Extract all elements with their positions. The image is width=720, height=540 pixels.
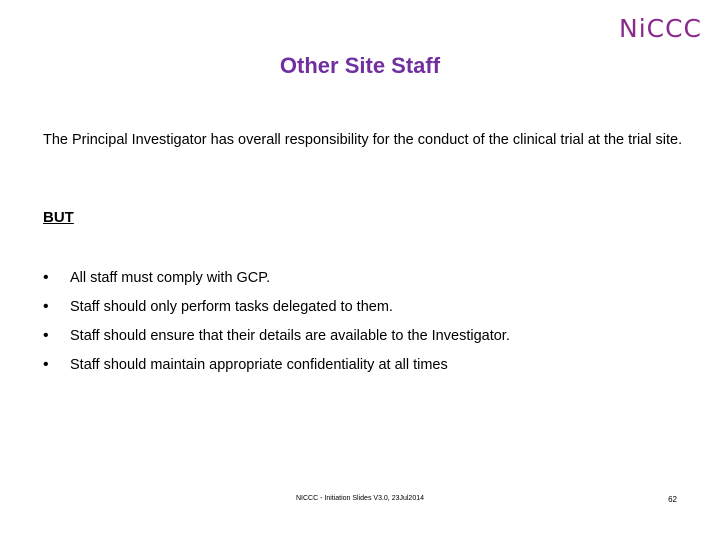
footer-text: NICCC - Initiation Slides V3.0, 23Jul2014 [295, 495, 424, 502]
bullet-icon: • [43, 297, 49, 315]
but-heading: BUT [43, 209, 74, 226]
niccc-logo: NiCCC [619, 14, 703, 43]
list-item [43, 263, 510, 292]
list-item [43, 321, 510, 350]
intro-paragraph: The Principal Investigator has overall responsibility for the conduct of the clinical trial at the trial site. [43, 132, 683, 148]
page-number: 62 [668, 495, 677, 504]
bullet-text: All staff must comply with GCP. [70, 269, 271, 286]
bullet-text: Staff should ensure that their details are available to the Investigator. [70, 327, 510, 344]
list-item [43, 292, 510, 321]
list-item [43, 350, 510, 379]
bullet-text: Staff should only perform tasks delegated to them. [70, 298, 393, 315]
bullet-icon: • [43, 355, 49, 373]
bullet-icon: • [43, 326, 49, 344]
bullet-list [43, 263, 510, 379]
slide-title: Other Site Staff [279, 53, 441, 78]
bullet-icon: • [43, 268, 49, 286]
bullet-text: Staff should maintain appropriate confidentiality at all times [70, 356, 448, 373]
